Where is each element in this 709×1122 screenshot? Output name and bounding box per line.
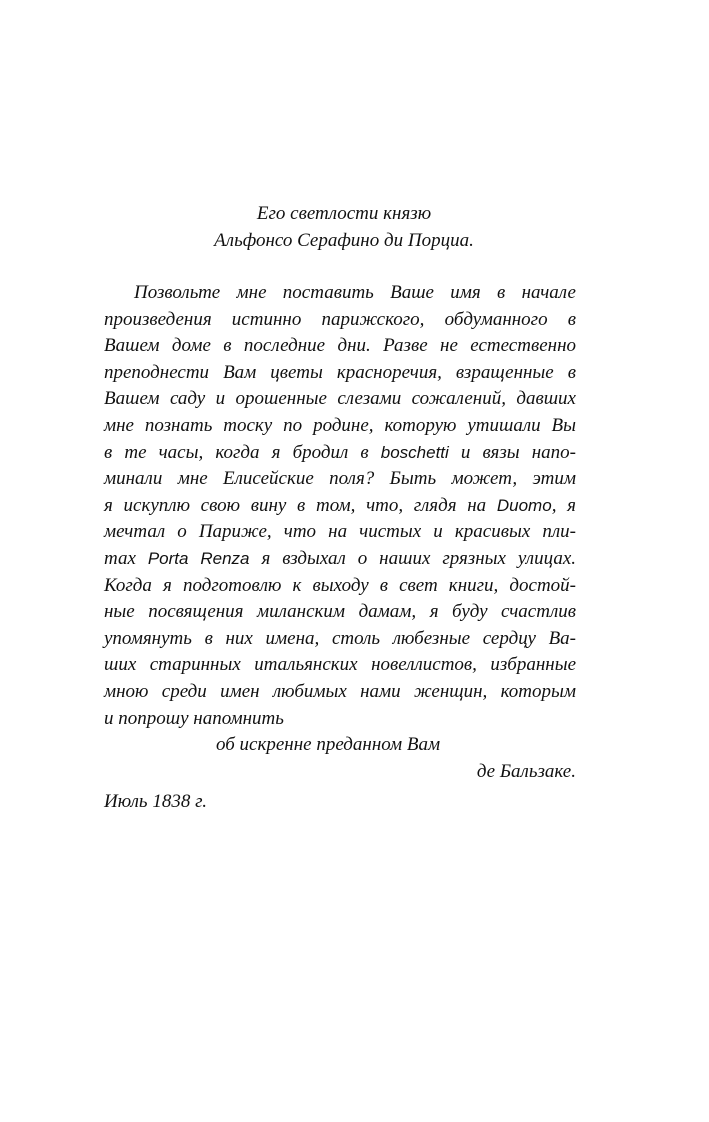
letter-line: ные посвящения миланским дамам, я буду счастлив bbox=[104, 601, 576, 623]
letter-line: Вашем саду и орошенные слезами сожалений, давших bbox=[104, 388, 576, 410]
letter-line: мною среди имен любимых нами женщин, которым bbox=[104, 680, 576, 702]
page-body bbox=[104, 200, 576, 816]
letter-line: произведения истинно парижского, обдуманного в bbox=[104, 308, 576, 330]
letter-line: Когда я подготовлю к выходу в свет книги, достой- bbox=[104, 574, 576, 596]
letter-line: Вашем доме в последние дни. Разве не естественно bbox=[104, 335, 576, 357]
letter-line: минали мне Елисейские поля? Быть может, этим bbox=[104, 468, 576, 490]
foreign-word: boschetti bbox=[380, 442, 449, 462]
dedication-line-2: Альфонсо Серафино ди Порциа. bbox=[214, 230, 474, 251]
letter-line: тах Porta Renza я вздыхал о наших грязных улицах. bbox=[104, 547, 577, 569]
letter-line: ших старинных итальянских новеллистов, избранные bbox=[104, 654, 576, 676]
letter-line: в те часы, когда я бродил в boschetti и вязы напо- bbox=[104, 441, 576, 463]
letter-line: мечтал о Париже, что на чистых и красивых пли- bbox=[104, 521, 576, 543]
letter-line: Позвольте мне поставить Ваше имя в начале bbox=[134, 282, 576, 303]
dedication-line-1: Его светлости князю bbox=[256, 203, 432, 224]
foreign-word: Porta Renza bbox=[147, 548, 250, 568]
foreign-word: Duomo bbox=[496, 495, 552, 515]
letter-line: и попрошу напомнить bbox=[104, 707, 284, 729]
letter-line: мне познать тоску по родине, которую утишали Вы bbox=[104, 414, 576, 436]
letter-date: Июль 1838 г. bbox=[104, 791, 207, 813]
dedication bbox=[104, 200, 576, 254]
letter-line: упомянуть в них имена, столь любезные сердцу Ва- bbox=[104, 627, 576, 649]
letter-line: я искуплю свою вину в том, что, глядя на Duomo, я bbox=[104, 494, 576, 516]
letter-closing: об искренне преданном Вам bbox=[216, 734, 441, 756]
letter-body bbox=[104, 280, 576, 816]
letter-line: преподнести Вам цветы красноречия, взращенные в bbox=[104, 361, 576, 383]
letter-signature: де Бальзаке. bbox=[476, 760, 576, 782]
